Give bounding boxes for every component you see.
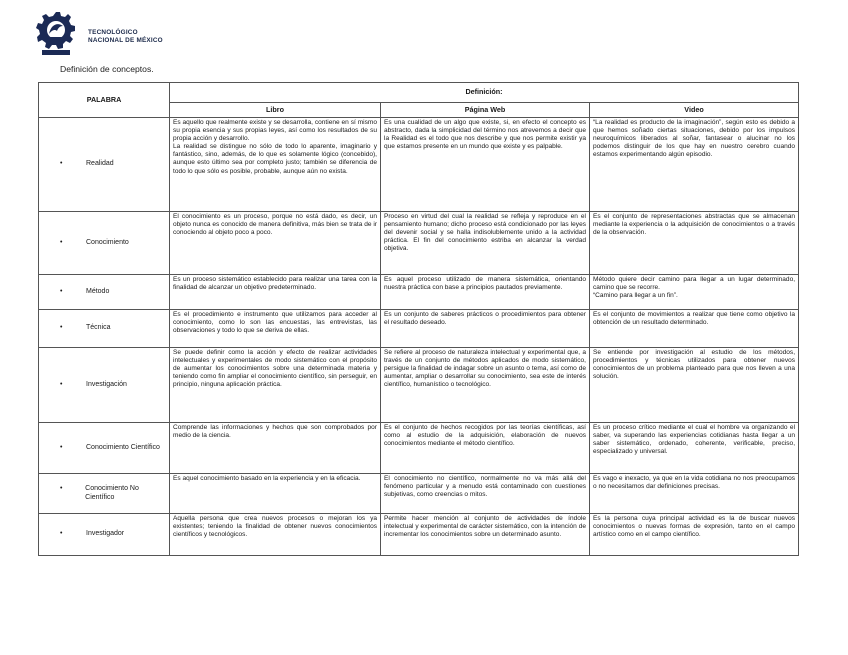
tecnm-logo-icon [36,10,76,56]
word-label: Técnica [86,324,111,332]
bullet-icon: • [60,443,63,451]
definition-web: El conocimiento no científico, normalmente no va más allá del fenómeno particular y a menudo está contaminado con cuestiones subjetivas, como creencias o mitos. [381,474,590,514]
definition-video: Es el conjunto de movimientos a realizar que tiene como objetivo la obtención de un resultado determinado. [590,310,799,348]
brand-line-1: TECNOLÓGICO [88,29,138,36]
word-label: Conocimiento No Científico [85,485,139,501]
word-cell [39,423,170,474]
word-label: Investigador [86,530,125,538]
definition-web: Se refiere al proceso de naturaleza intelectual y experimental que, a través de un conjunto de métodos aplicados de modo sistemático, persigue la finalidad de indagar sobre un asunto o tema, así como de aumentar, ampliar o desarrollar su conocimiento, sea este de interés científico, humanístico o tecnológico. [381,348,590,423]
definition-web: Es aquel proceso utilizado de manera sistemática, orientando nuestra práctica con base a principios pautados previamente. [381,275,590,310]
bullet-icon: • [60,324,63,332]
bullet-icon: • [60,380,63,388]
definition-book: El conocimiento es un proceso, porque no está dado, es decir, un objeto nunca es conocido de manera definitiva, más bien se trata de ir conociendo al objeto poco a poco. [170,212,381,275]
definition-book: Es un proceso sistemático establecido para realizar una tarea con la finalidad de alcanzar un objetivo predeterminado. [170,275,381,310]
definition-book: Es aquello que realmente existe y se desarrolla, contiene en sí mismo su propia esencia y sus propias leyes, así como los resultados de su propia acción y desarrollo. La realidad se distingue no sólo de todo lo aparente, imaginario y fantástico, sino, además, de lo que es solamente lógico (concebido), aunque esto último sea por completo justo; también se diferencia de todo lo que sólo es posible, probable, aunque aún no exista. [170,118,381,212]
word-cell [39,118,170,212]
definition-book: Es el procedimiento e instrumento que utilizamos para acceder al conocimiento, como lo son las encuestas, las entrevistas, las observaciones y todo lo que se deriva de ellas. [170,310,381,348]
col-header-definition: Definición: [170,83,799,103]
word-label: Conocimiento [86,238,129,246]
col-header-web: Página Web [381,103,590,118]
definition-video: Método quiere decir camino para llegar a un lugar determinado, camino que se recorre. “Camino para llegar a un fin”. [590,275,799,310]
word-cell [39,348,170,423]
bullet-icon: • [60,485,63,493]
word-cell [39,474,170,514]
word-cell [39,212,170,275]
col-header-book: Libro [170,103,381,118]
brand-name [88,29,163,46]
definition-web: Es un conjunto de saberes prácticos o procedimientos para obtener el resultado deseado. [381,310,590,348]
bullet-icon: • [60,530,63,538]
definition-book: Comprende las informaciones y hechos que son comprobados por medio de la ciencia. [170,423,381,474]
definition-web: Permite hacer mención al conjunto de actividades de índole intelectual y experimental de carácter sistemático, con la intención de incrementar los conocimientos sobre un determinado asunto. [381,514,590,556]
col-header-word: PALABRA [39,83,170,118]
bullet-icon: • [60,238,63,246]
table-row [39,310,799,348]
word-label: Conocimiento Científico [86,443,160,451]
table-row [39,118,799,212]
definition-web: Es una cualidad de un algo que existe, si, en efecto el concepto es abstracto, dada la simplicidad del término nos atrevemos a decir que la Realidad es el todo que nos describe y que nos permite existir ya que estamos presente en un mundo que existe y es palpable. [381,118,590,212]
word-label: Método [86,287,110,295]
bullet-icon: • [60,287,63,295]
word-cell [39,310,170,348]
definition-video: Es el conjunto de representaciones abstractas que se almacenan mediante la experiencia o la adquisición de conocimientos o a través de la observación. [590,212,799,275]
table-row [39,348,799,423]
concepts-table [38,82,799,556]
bullet-icon: • [60,160,63,168]
table-row [39,474,799,514]
definition-web: Es el conjunto de hechos recogidos por las teorías científicas, así como al estudio de la adquisición, elaboración de nuevos conocimientos mediante el método científico. [381,423,590,474]
definition-video: Es vago e inexacto, ya que en la vida cotidiana no nos preocupamos o no necesitamos dar definiciones precisas. [590,474,799,514]
definition-video: Es un proceso crítico mediante el cual el hombre va organizando el saber, va superando las experiencias cotidianas hasta llegar a un saber sistemático, ordenado, coherente, verificable, preciso, especializado y universal. [590,423,799,474]
definition-book: Aquella persona que crea nuevos procesos o mejoran los ya existentes; teniendo la finalidad de obtener nuevos conocimientos científicos y tecnológicos. [170,514,381,556]
definition-book: Es aquel conocimiento basado en la experiencia y en la eficacia. [170,474,381,514]
page-heading: Definición de conceptos. [60,64,154,74]
col-header-video: Video [590,103,799,118]
table-row [39,514,799,556]
definition-book: Se puede definir como la acción y efecto de realizar actividades intelectuales y experimentales de modo sistemático con el propósito de aumentar los conocimientos sobre una determinada materia y teniendo como fin ampliar el conocimiento científico, sin perseguir, en principio, ninguna aplicación práctica. [170,348,381,423]
definition-video: Se entiende por investigación al estudio de los métodos, procedimientos y técnicas utilizados para obtener nuevos conocimientos de un problema planteado para que nos lleven a una solución. [590,348,799,423]
brand-line-2: NACIONAL DE MÉXICO [88,37,163,45]
word-label: Investigación [86,380,127,388]
table-row [39,212,799,275]
definition-video: “La realidad es producto de la imaginación”, según esto es debido a que hemos soñado ciertas situaciones, debido por los impulsos neuroquímicos liberados al soñar, fantasear o alucinar no los podemos distinguir de los que hay en nuestro cerebro cuando estamos experimentando algún episodio. [590,118,799,212]
table-row [39,423,799,474]
definition-web: Proceso en virtud del cual la realidad se refleja y reproduce en el pensamiento humano; dicho proceso está condicionado por las leyes del devenir social y se halla indisolublemente unido a la actividad práctica. El fin del conocimiento estriba en alcanzar la verdad objetiva. [381,212,590,275]
table-row [39,275,799,310]
word-cell [39,275,170,310]
word-label: Realidad [86,160,114,168]
word-cell [39,514,170,556]
definition-video: Es la persona cuya principal actividad es la de buscar nuevos conocimientos o nuevas formas de expresión, tanto en el campo artístico como en el campo científico. [590,514,799,556]
